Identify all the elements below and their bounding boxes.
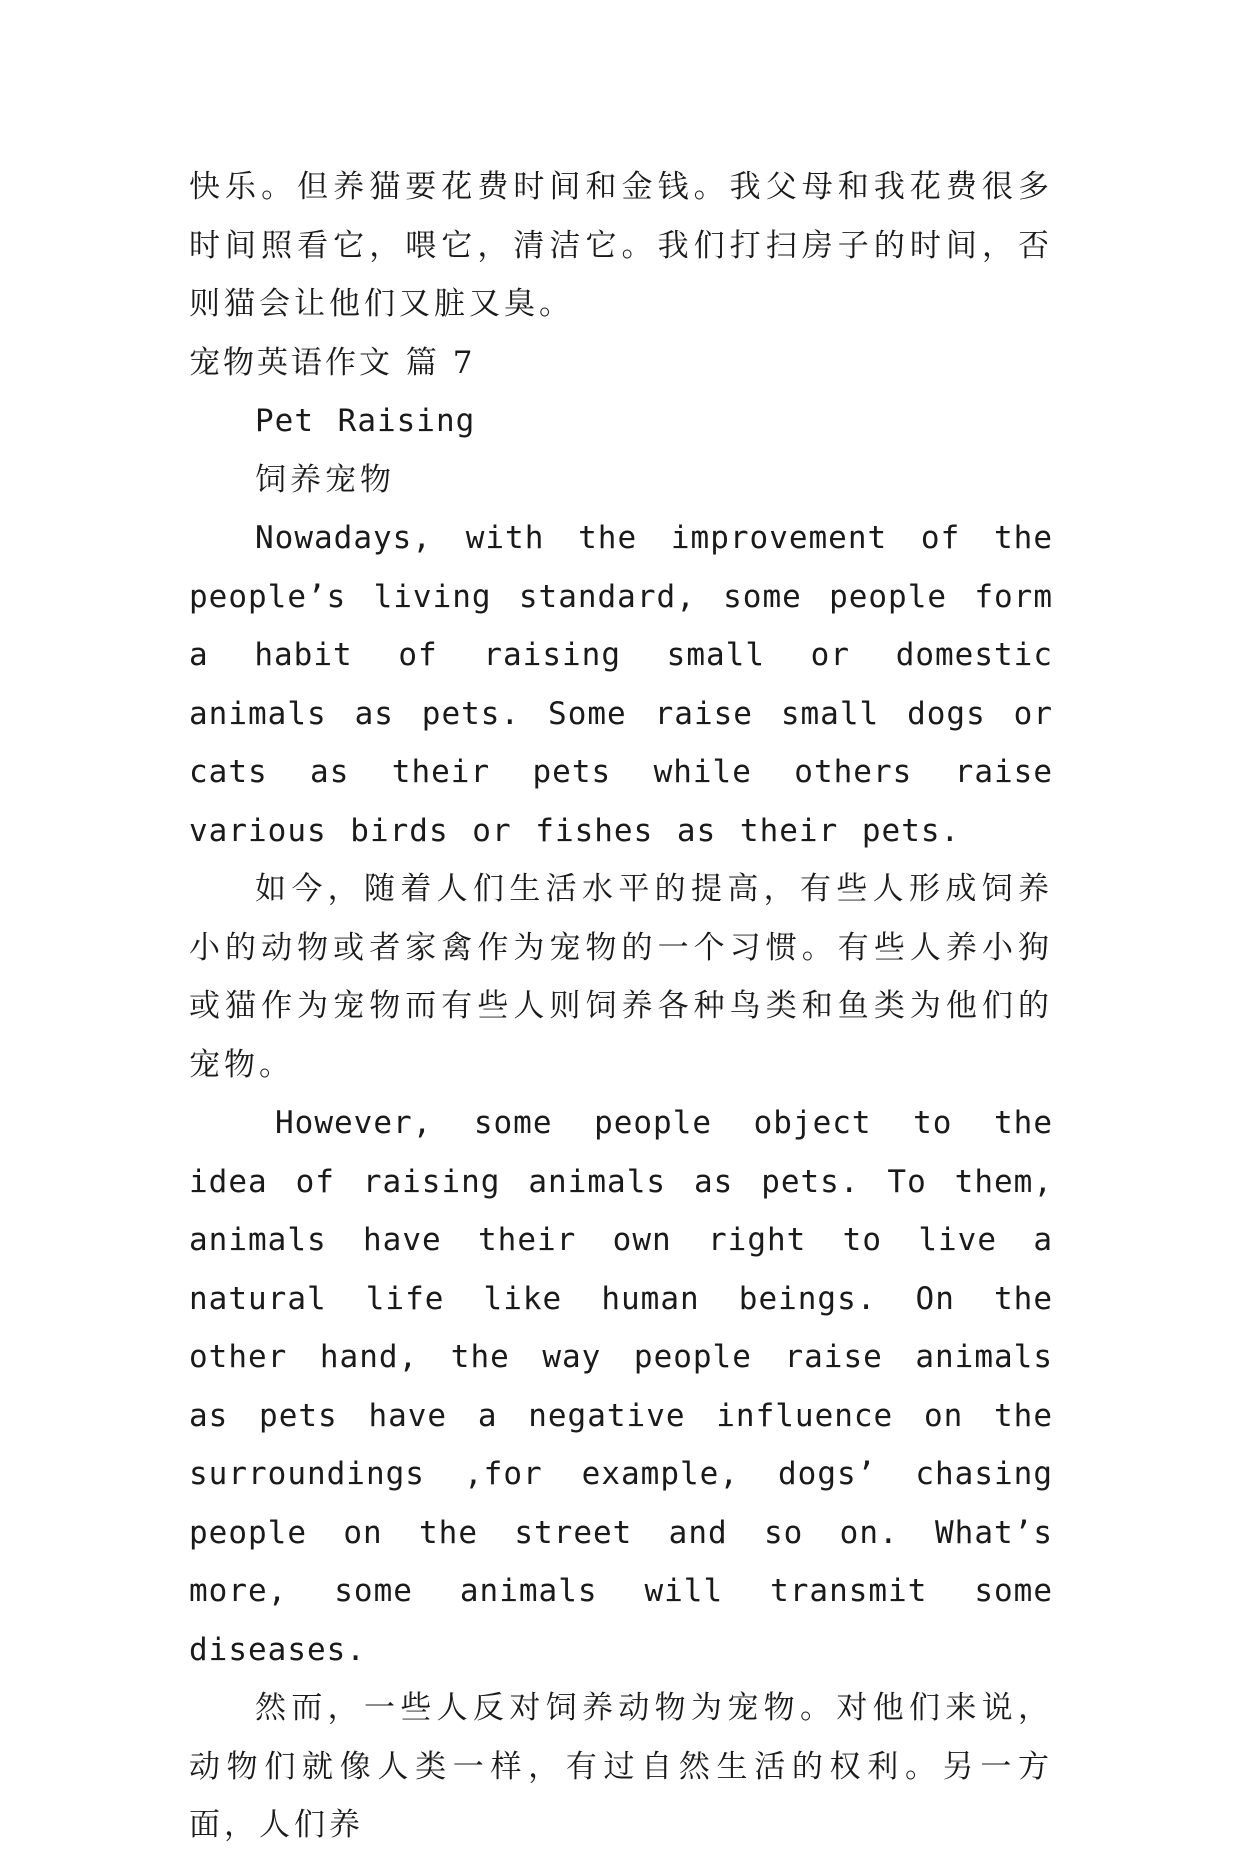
paragraph-cn-continuation: 快乐。但养猫要花费时间和金钱。我父母和我花费很多时间照看它，喂它，清洁它。我们打扫房子的时间，否则猫会让他们又脏又臭。 [189, 169, 1053, 322]
paragraph-english-2: However, some people object to the idea of raising animals as pets. To them, animals have their own right to live a natural life like human beings. On the other hand, the way people raise animals as pets have a negative influence on the surroundings ,for example, dogs’ chasing people on the street and so on. What’s more, some animals will transmit some diseases. [189, 1105, 1053, 1668]
document-body [189, 158, 1053, 1855]
paragraph-chinese-1: 如今，随着人们生活水平的提高，有些人形成饲养小的动物或者家禽作为宠物的一个习惯。有些人养小狗或猫作为宠物而有些人则饲养各种鸟类和鱼类为他们的宠物。 [189, 871, 1053, 1083]
paragraph-chinese-2: 然而，一些人反对饲养动物为宠物。对他们来说，动物们就像人类一样，有过自然生活的权利。另一方面，人们养 [189, 1690, 1053, 1843]
essay-title-english: Pet Raising [255, 403, 476, 439]
essay-title-chinese: 饲养宠物 [255, 461, 395, 498]
paragraph-english-1: Nowadays, with the improvement of the people’s living standard, some people form a habit of raising small or domestic animals as pets. Some raise small dogs or cats as their pets while others raise various birds or fishes as their pets. [189, 520, 1053, 849]
section-heading: 宠物英语作文 篇 7 [189, 344, 476, 381]
